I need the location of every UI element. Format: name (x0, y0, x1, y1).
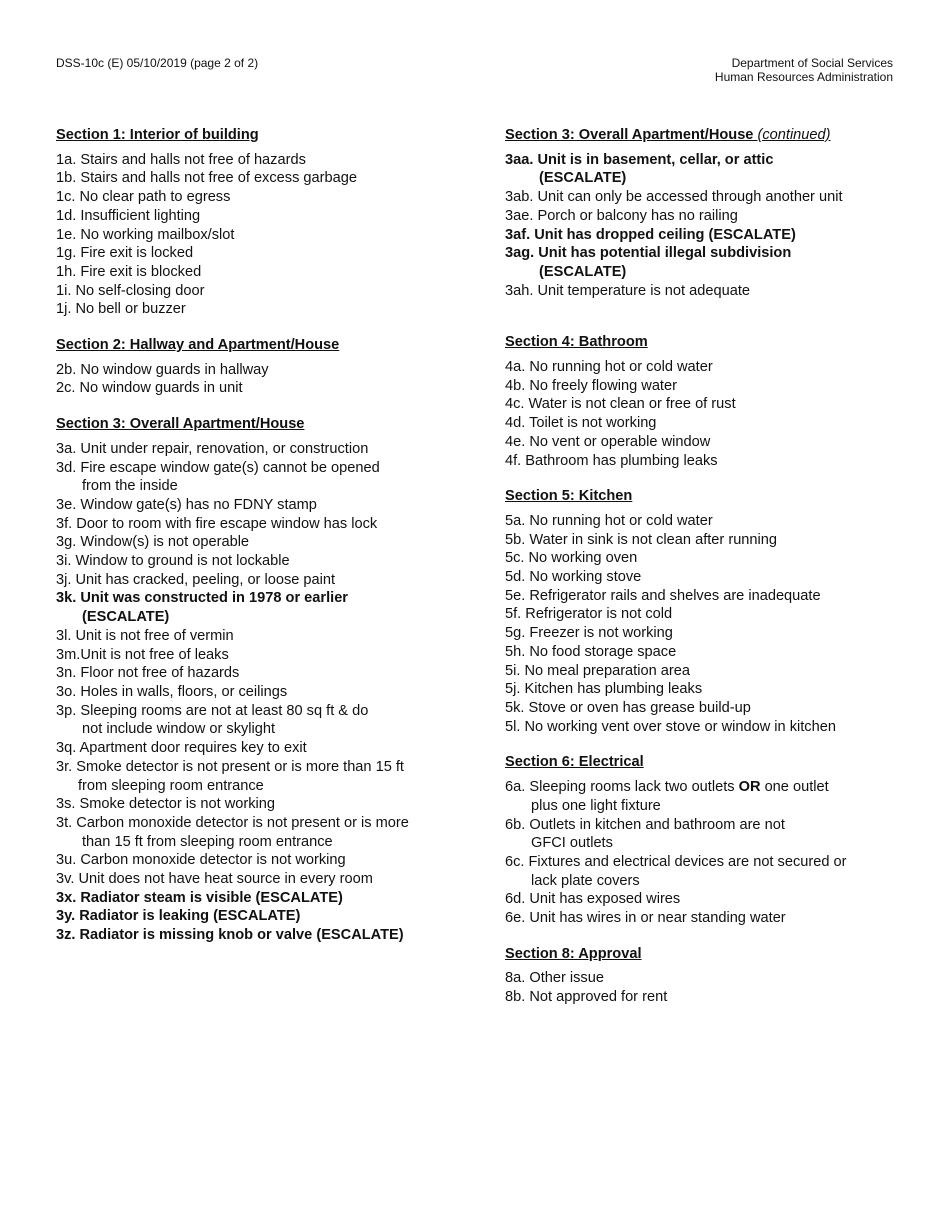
section-6-electrical (505, 753, 900, 927)
list-item (505, 778, 900, 815)
list-item: 5e. Refrigerator rails and shelves are inadequate (505, 587, 821, 604)
list-item: 4c. Water is not clean or free of rust (505, 396, 736, 413)
section-title: Section 2: Hallway and Apartment/House (56, 337, 340, 354)
section-title: Section 6: Electrical (505, 754, 644, 771)
item-text: 6b. Outlets in kitchen and bathroom are not (505, 816, 785, 833)
section-5-kitchen (505, 487, 900, 736)
item-list (505, 778, 900, 928)
list-item: 1e. No working mailbox/slot (56, 226, 235, 243)
section-2-hallway (56, 336, 476, 398)
section-1-interior (56, 126, 476, 319)
list-item: 8b. Not approved for rent (505, 989, 668, 1006)
list-item: 5d. No working stove (505, 569, 642, 586)
list-item: 1a. Stairs and halls not free of hazards (56, 151, 306, 168)
list-item: 5j. Kitchen has plumbing leaks (505, 681, 703, 698)
list-item: 8a. Other issue (505, 970, 604, 987)
list-item: 5k. Stove or oven has grease build-up (505, 699, 751, 716)
section-title: Section 8: Approval (505, 945, 642, 962)
item-text-continued: not include window or skylight (82, 721, 276, 738)
list-item: 3g. Window(s) is not operable (56, 534, 250, 551)
section-title: Section 3: Overall Apartment/House (56, 416, 305, 433)
item-text (505, 779, 829, 795)
list-item: 3v. Unit does not have heat source in every room (56, 871, 373, 888)
list-item: 4d. Toilet is not working (505, 415, 657, 432)
list-item: 5a. No running hot or cold water (505, 512, 713, 529)
list-item: 1d. Insufficient lighting (56, 207, 201, 224)
list-item: 2b. No window guards in hallway (56, 361, 269, 378)
list-item: 3j. Unit has cracked, peeling, or loose paint (56, 571, 336, 588)
item-list (505, 969, 900, 1006)
item-text: 3p. Sleeping rooms are not at least 80 sq ft & do (56, 702, 369, 719)
list-item-escalate (505, 244, 900, 281)
list-item: 3s. Smoke detector is not working (56, 796, 276, 813)
list-item: 1h. Fire exit is blocked (56, 263, 202, 280)
item-text: 3d. Fire escape window gate(s) cannot be opened (56, 459, 380, 476)
item-list (505, 512, 900, 736)
list-item-escalate: 3x. Radiator steam is visible (ESCALATE) (56, 889, 343, 906)
list-item: 4e. No vent or operable window (505, 433, 711, 450)
item-text-continued: GFCI outlets (531, 835, 613, 852)
item-text-continued: than 15 ft from sleeping room entrance (82, 833, 333, 850)
list-item: 5i. No meal preparation area (505, 662, 690, 679)
section-title-text: Section 3: Overall Apartment/House (505, 127, 754, 143)
list-item: 3ae. Porch or balcony has no railing (505, 207, 738, 224)
list-item: 3m.Unit is not free of leaks (56, 646, 229, 663)
list-item-escalate: 3af. Unit has dropped ceiling (ESCALATE) (505, 226, 796, 243)
section-title: Section 1: Interior of building (56, 127, 259, 143)
list-item: 3a. Unit under repair, renovation, or construction (56, 440, 369, 457)
list-item: 1c. No clear path to egress (56, 189, 231, 206)
list-item-escalate: 3y. Radiator is leaking (ESCALATE) (56, 908, 301, 925)
list-item: 4f. Bathroom has plumbing leaks (505, 452, 718, 469)
list-item (56, 814, 476, 851)
item-list (56, 440, 476, 945)
list-item: 1i. No self-closing door (56, 282, 205, 299)
department-name: Department of Social Services (731, 56, 893, 70)
list-item-escalate: 3z. Radiator is missing knob or valve (ESCALATE) (56, 927, 404, 944)
section-8-approval (505, 945, 900, 1007)
item-text: 3t. Carbon monoxide detector is not present or is more (56, 814, 409, 831)
item-list (505, 358, 900, 470)
list-item: 5h. No food storage space (505, 643, 677, 660)
list-item: 3q. Apartment door requires key to exit (56, 740, 307, 757)
list-item: 5b. Water in sink is not clean after running (505, 531, 778, 548)
list-item: 3l. Unit is not free of vermin (56, 627, 234, 644)
list-item: 1b. Stairs and halls not free of excess garbage (56, 170, 357, 187)
continued-label: (continued) (757, 127, 831, 143)
item-text: 3aa. Unit is in basement, cellar, or attic (505, 151, 774, 168)
item-text-continued: lack plate covers (531, 872, 640, 889)
form-id: DSS-10c (E) 05/10/2019 (page 2 of 2) (56, 56, 259, 70)
list-item: 3o. Holes in walls, floors, or ceilings (56, 683, 288, 700)
list-item: 4b. No freely flowing water (505, 377, 677, 394)
section-title: Section 5: Kitchen (505, 488, 633, 505)
item-text-continued: plus one light fixture (531, 797, 661, 814)
item-text-end: one outlet (760, 779, 829, 796)
item-text-start: 6a. Sleeping rooms lack two outlets (505, 779, 739, 796)
list-item: 2c. No window guards in unit (56, 380, 243, 397)
list-item (56, 459, 476, 496)
section-3-overall (56, 415, 476, 945)
list-item: 4a. No running hot or cold water (505, 359, 713, 376)
item-text-continued: (ESCALATE) (82, 609, 170, 626)
item-list (56, 151, 476, 319)
list-item (505, 816, 900, 853)
list-item (56, 702, 476, 739)
list-item-escalate (505, 151, 900, 188)
list-item: 3ah. Unit temperature is not adequate (505, 282, 751, 299)
item-text: 3r. Smoke detector is not present or is more than 15 ft (56, 758, 404, 775)
or-emphasis: OR (738, 779, 761, 796)
item-text: 3k. Unit was constructed in 1978 or earlier (56, 590, 348, 607)
list-item: 3ab. Unit can only be accessed through another unit (505, 189, 843, 206)
right-column (505, 126, 900, 1007)
list-item: 3n. Floor not free of hazards (56, 665, 240, 682)
list-item-escalate (56, 589, 476, 626)
item-text-continued: from the inside (82, 478, 178, 495)
department-header (715, 56, 893, 84)
list-item (505, 853, 900, 890)
administration-name: Human Resources Administration (714, 70, 893, 84)
list-item: 1j. No bell or buzzer (56, 301, 186, 318)
list-item: 6d. Unit has exposed wires (505, 891, 681, 908)
list-item (56, 758, 476, 795)
left-column (56, 126, 476, 945)
item-text-continued: from sleeping room entrance (78, 777, 264, 794)
list-item: 5g. Freezer is not working (505, 625, 673, 642)
item-list (505, 151, 900, 301)
item-text: 3ag. Unit has potential illegal subdivision (505, 245, 792, 262)
list-item: 5f. Refrigerator is not cold (505, 606, 673, 623)
list-item: 3u. Carbon monoxide detector is not working (56, 852, 346, 869)
item-text: 6c. Fixtures and electrical devices are not secured or (505, 853, 847, 870)
item-text-continued: (ESCALATE) (539, 170, 627, 187)
section-3-continued (505, 126, 900, 300)
list-item: 3f. Door to room with fire escape window has lock (56, 515, 378, 532)
section-title: Section 4: Bathroom (505, 334, 648, 351)
list-item: 1g. Fire exit is locked (56, 245, 194, 262)
item-list (56, 361, 476, 398)
item-text-continued: (ESCALATE) (539, 263, 627, 280)
list-item: 3i. Window to ground is not lockable (56, 553, 290, 570)
section-title (505, 126, 900, 145)
section-4-bathroom (505, 333, 900, 470)
list-item: 3e. Window gate(s) has no FDNY stamp (56, 496, 317, 513)
list-item: 6e. Unit has wires in or near standing water (505, 910, 786, 927)
list-item: 5c. No working oven (505, 550, 638, 567)
list-item: 5l. No working vent over stove or window in kitchen (505, 718, 836, 735)
